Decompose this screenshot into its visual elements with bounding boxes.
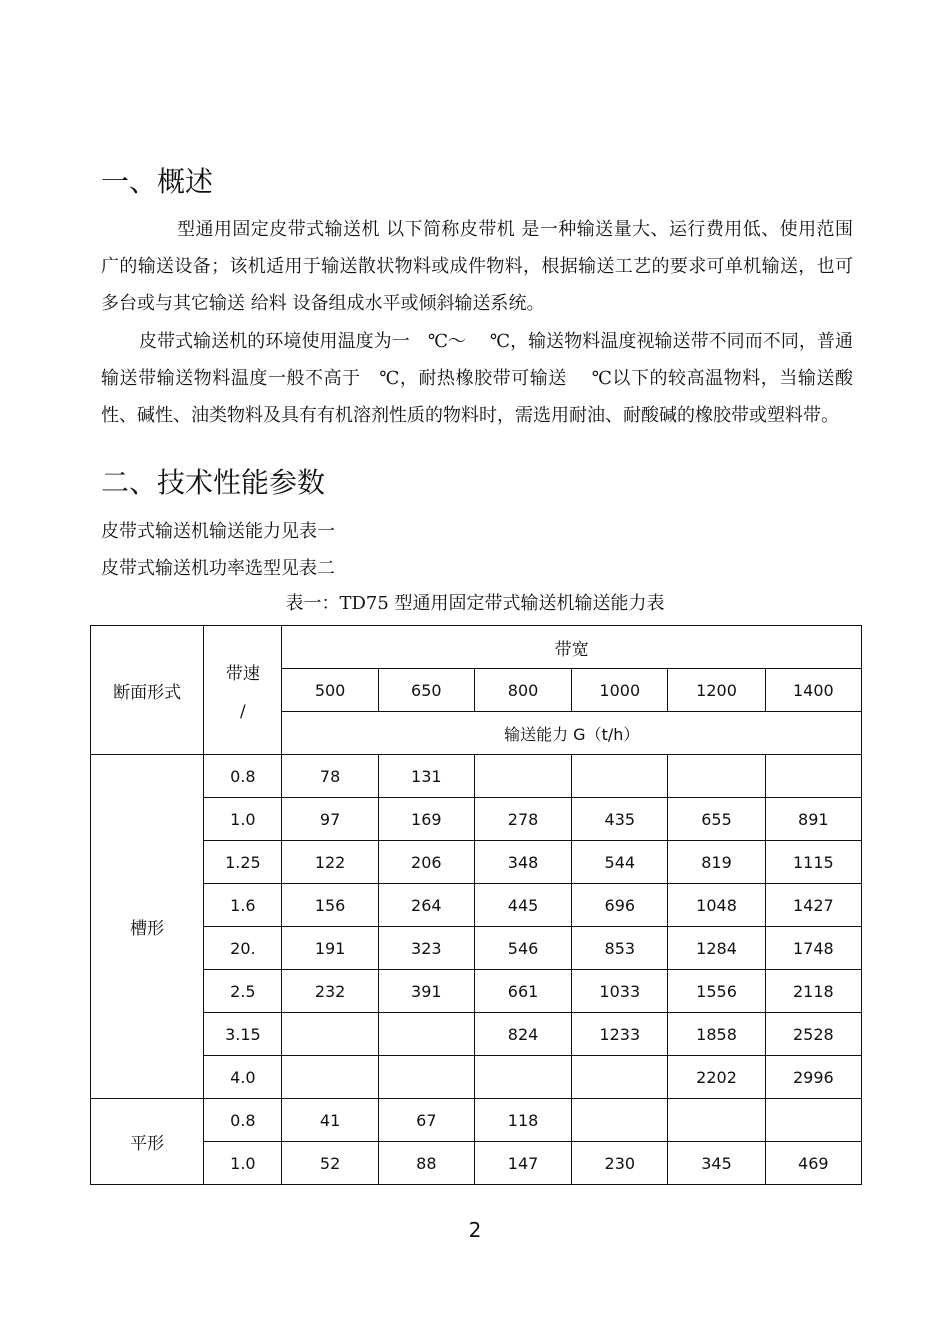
capacity-cell: 819 (668, 841, 765, 884)
table-caption: 表一：TD75 型通用固定带式输送机输送能力表 (285, 593, 665, 614)
capacity-cell: 52 (282, 1142, 378, 1185)
capacity-cell: 232 (282, 970, 378, 1013)
capacity-cell: 1233 (572, 1013, 668, 1056)
capacity-cell: 1556 (668, 970, 765, 1013)
capacity-cell: 206 (378, 841, 474, 884)
section-form-cell: 平形 (91, 1099, 204, 1185)
capacity-cell: 1284 (668, 927, 765, 970)
header-speed (204, 626, 282, 755)
capacity-cell (474, 1056, 571, 1099)
capacity-cell: 2996 (765, 1056, 861, 1099)
capacity-cell: 131 (378, 755, 474, 798)
capacity-cell (378, 1013, 474, 1056)
page-number: 2 (468, 1218, 482, 1242)
table-row (91, 927, 862, 970)
capacity-cell: 230 (572, 1142, 668, 1185)
capacity-table (90, 625, 862, 1185)
header-belt-width: 带宽 (282, 626, 862, 669)
capacity-cell: 1033 (572, 970, 668, 1013)
capacity-cell: 147 (474, 1142, 571, 1185)
width-cell: 1200 (668, 669, 765, 712)
capacity-cell: 156 (282, 884, 378, 927)
speed-cell: 1.0 (204, 798, 282, 841)
capacity-cell: 544 (572, 841, 668, 884)
capacity-cell: 891 (765, 798, 861, 841)
capacity-cell (572, 755, 668, 798)
width-cell: 500 (282, 669, 378, 712)
capacity-cell: 122 (282, 841, 378, 884)
table-row (91, 798, 862, 841)
table-row (91, 755, 862, 798)
table-row (91, 1142, 862, 1185)
speed-cell: 0.8 (204, 1099, 282, 1142)
section-heading-overview: 一、概述 (101, 165, 214, 198)
table-row (91, 1013, 862, 1056)
width-cell: 650 (378, 669, 474, 712)
capacity-cell: 391 (378, 970, 474, 1013)
capacity-cell: 1048 (668, 884, 765, 927)
speed-cell: 1.0 (204, 1142, 282, 1185)
header-speed-label: 带速 (225, 663, 260, 684)
capacity-cell: 1858 (668, 1013, 765, 1056)
section-form-cell: 槽形 (91, 755, 204, 1099)
capacity-cell: 445 (474, 884, 571, 927)
capacity-cell: 2202 (668, 1056, 765, 1099)
capacity-cell: 264 (378, 884, 474, 927)
capacity-cell: 853 (572, 927, 668, 970)
capacity-cell: 1427 (765, 884, 861, 927)
header-capacity: 输送能力 G（t/h） (282, 712, 862, 755)
capacity-cell: 824 (474, 1013, 571, 1056)
capacity-cell: 2118 (765, 970, 861, 1013)
capacity-cell: 655 (668, 798, 765, 841)
speed-cell: 20. (204, 927, 282, 970)
speed-cell: 1.25 (204, 841, 282, 884)
speed-cell: 4.0 (204, 1056, 282, 1099)
capacity-cell (668, 1099, 765, 1142)
capacity-cell: 435 (572, 798, 668, 841)
capacity-cell (668, 755, 765, 798)
capacity-cell: 97 (282, 798, 378, 841)
capacity-cell (765, 755, 861, 798)
header-section-form: 断面形式 (91, 626, 204, 755)
speed-cell: 1.6 (204, 884, 282, 927)
capacity-cell: 469 (765, 1142, 861, 1185)
capacity-cell: 348 (474, 841, 571, 884)
capacity-cell: 1115 (765, 841, 861, 884)
table-row (91, 841, 862, 884)
capacity-cell: 1748 (765, 927, 861, 970)
capacity-cell (572, 1056, 668, 1099)
table-row (91, 1056, 862, 1099)
table-header-row (91, 626, 862, 669)
capacity-cell: 661 (474, 970, 571, 1013)
table-row (91, 1099, 862, 1142)
width-cell: 800 (474, 669, 571, 712)
overview-paragraph-1: 型通用固定皮带式输送机 以下简称皮带机 是一种输送量大、运行费用低、使用范围广的输送设备；该机适用于输送散状物料或成件物料，根据输送工艺的要求可单机输送，也可多台或与其它输送 给料 设备组成水平或倾斜输送系统。 (101, 219, 853, 314)
capacity-cell (572, 1099, 668, 1142)
capacity-cell: 169 (378, 798, 474, 841)
capacity-cell: 88 (378, 1142, 474, 1185)
capacity-cell: 67 (378, 1099, 474, 1142)
capacity-cell (282, 1056, 378, 1099)
capacity-cell: 118 (474, 1099, 571, 1142)
capacity-cell: 191 (282, 927, 378, 970)
capacity-cell: 278 (474, 798, 571, 841)
speed-cell: 0.8 (204, 755, 282, 798)
width-cell: 1000 (572, 669, 668, 712)
speed-cell: 3.15 (204, 1013, 282, 1056)
capacity-cell: 41 (282, 1099, 378, 1142)
capacity-cell: 78 (282, 755, 378, 798)
capacity-cell: 323 (378, 927, 474, 970)
capacity-cell (474, 755, 571, 798)
capacity-cell: 696 (572, 884, 668, 927)
capacity-cell (378, 1056, 474, 1099)
overview-paragraph-2: 皮带式输送机的环境使用温度为一 ℃～ ℃，输送物料温度视输送带不同而不同，普通输送带输送物料温度一般不高于 ℃，耐热橡胶带可输送 ℃以下的较高温物料，当输送酸性、碱性、油类物料及具有有机溶剂性质的物料时，需选用耐油、耐酸碱的橡胶带或塑料带。 (101, 331, 853, 426)
width-cell: 1400 (765, 669, 861, 712)
capacity-cell: 546 (474, 927, 571, 970)
header-speed-unit: / (240, 701, 246, 722)
table-row (91, 884, 862, 927)
capacity-cell (282, 1013, 378, 1056)
reference-line-table2: 皮带式输送机功率选型见表二 (101, 558, 335, 579)
reference-line-table1: 皮带式输送机输送能力见表一 (101, 521, 335, 542)
capacity-cell (765, 1099, 861, 1142)
capacity-cell: 2528 (765, 1013, 861, 1056)
speed-cell: 2.5 (204, 970, 282, 1013)
section-heading-parameters: 二、技术性能参数 (101, 466, 326, 499)
capacity-cell: 345 (668, 1142, 765, 1185)
table-row (91, 970, 862, 1013)
